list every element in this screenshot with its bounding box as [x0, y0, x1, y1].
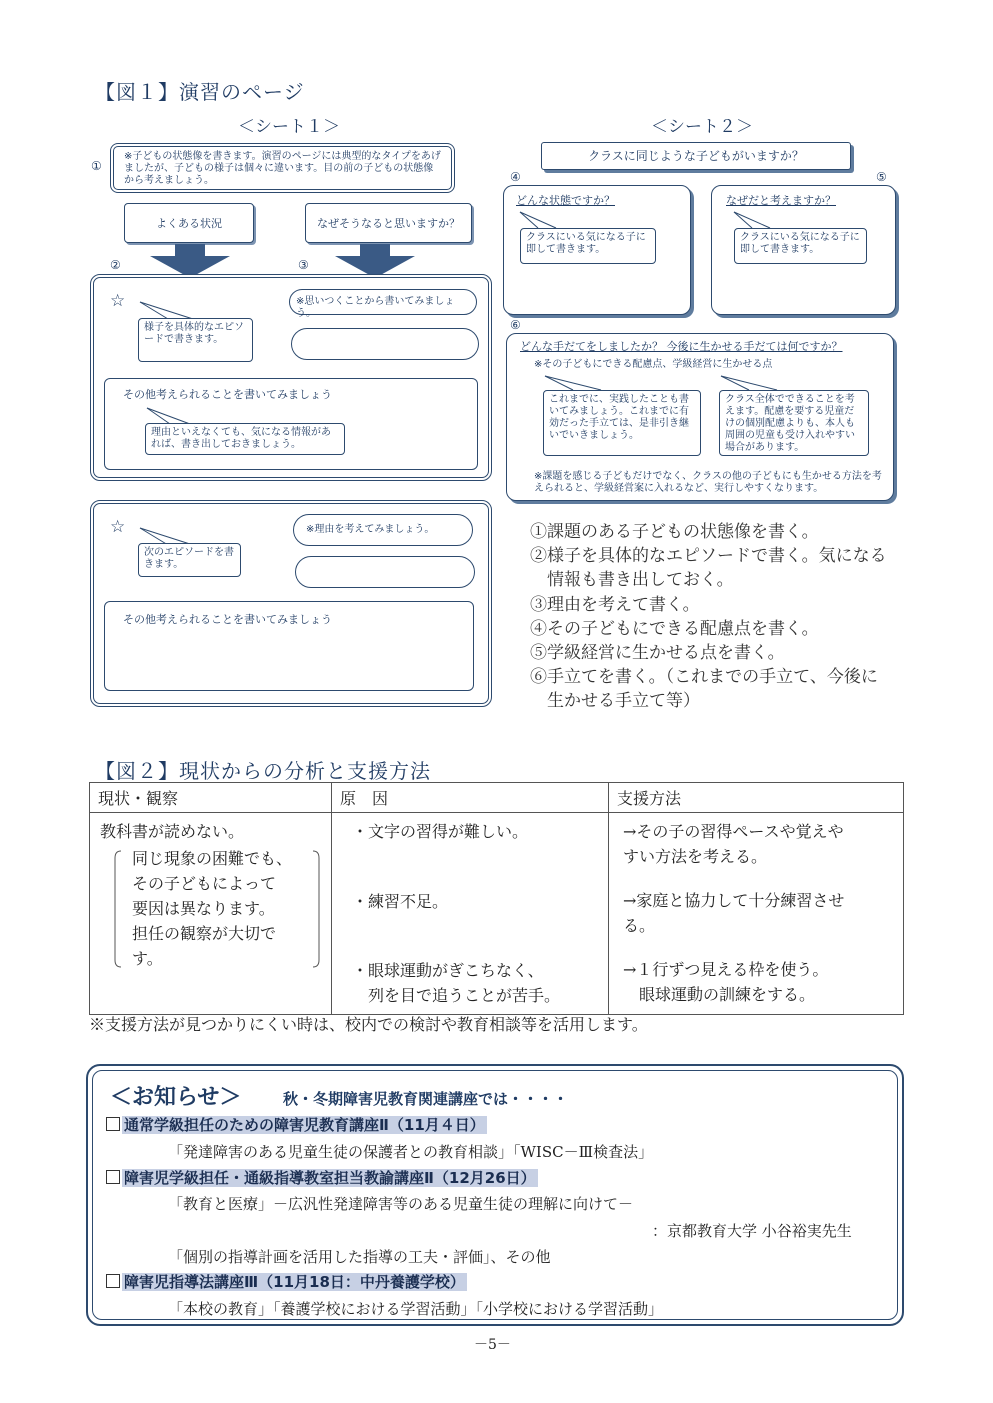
- course-heading-text: 通常学級担任のための障害児教育講座Ⅱ（11月４日）: [124, 1116, 485, 1134]
- support-item: →その子の習得ペースや覚えや: [623, 822, 844, 841]
- header-cause: 原 因: [332, 783, 609, 813]
- course-detail: 「本校の教育」「養護学校における学習活動」「小学校における学習活動」: [168, 1300, 664, 1318]
- other-box-2: [104, 601, 474, 691]
- step-item: ①課題のある子どもの状態像を書く。: [530, 522, 819, 542]
- bracket-left-icon: [114, 850, 122, 968]
- course-heading-3: [106, 1271, 467, 1292]
- course-heading-text: 障害児学級担任・通級指導教室担当教諭講座Ⅱ（12月26日）: [124, 1169, 536, 1187]
- step-number-6: ⑥: [510, 318, 521, 332]
- other-label-2: その他考えられることを書いてみましょう: [123, 613, 332, 626]
- step-number-4: ④: [510, 170, 521, 184]
- speech-tail-icon: [138, 300, 198, 320]
- support-cell: [609, 813, 904, 1015]
- situation-label: よくある状況: [156, 217, 222, 230]
- state-box: [503, 185, 691, 315]
- course-heading-1: [106, 1114, 487, 1135]
- intro-text: ※子どもの状態像を書きます。演習のページには典型的なタイプをあげましたが、子どもの様子は個々に違います。目の前の子どもの状態像から考えましょう。: [124, 151, 441, 186]
- step-number-3: ③: [298, 258, 309, 272]
- step-number-2: ②: [110, 258, 121, 272]
- reason-callout-2: クラスにいる気になる子に即して書きます。: [734, 228, 867, 264]
- course-detail: 「発達障害のある児童生徒の保護者との教育相談」「WISC－Ⅲ検査法」: [168, 1143, 654, 1161]
- course-detail: 「教育と医療」－広汎性発達障害等のある児童生徒の理解に向けて－: [168, 1195, 634, 1213]
- star-icon: ☆: [110, 291, 126, 311]
- course-lecturer: ：京都教育大学 小谷裕実先生: [652, 1222, 852, 1240]
- other-label-1: その他考えられることを書いてみましょう: [123, 388, 332, 401]
- notice-title: ＜お知らせ＞: [110, 1085, 242, 1110]
- down-arrow-icon: [335, 244, 415, 278]
- star-icon: ☆: [110, 517, 126, 537]
- note-line: 同じ現象の困難でも、: [132, 849, 293, 868]
- reason-callout-box: [293, 514, 473, 546]
- fig2-title: 【図２】現状からの分析と支援方法: [95, 759, 431, 783]
- measures-box: [506, 333, 894, 501]
- cause-item: ・文字の習得が難しい。: [352, 822, 529, 841]
- class-question-box: [541, 142, 851, 170]
- speech-tail-icon: [518, 210, 558, 230]
- episode-callout: 様子を具体的なエピソードで書きます。: [138, 318, 253, 362]
- measures-note: ※その子どもにできる配慮点、学級経営に生かせる点: [534, 359, 773, 370]
- observation-main: 教科書が読めない。: [100, 822, 245, 841]
- class-question: クラスに同じような子どもがいますか？: [588, 149, 804, 163]
- measures-callout-class: クラス全体でできることを考えます。配慮を要する児童だけの個別配慮よりも、本人も周囲の児童も受け入れやすい場合があります。: [719, 390, 869, 456]
- sheet2-label: ＜シート２＞: [651, 117, 753, 137]
- note-line: 要因は異なります。: [132, 899, 275, 918]
- fig2-footnote: ※支援方法が見つかりにくい時は、校内での検討や教育相談等を活用します。: [89, 1015, 648, 1034]
- answer-field-1[interactable]: [291, 328, 479, 360]
- header-observation: 現状・観察: [90, 783, 332, 813]
- support-item: 眼球運動の訓練をする。: [623, 985, 816, 1004]
- observation-note: [114, 846, 320, 971]
- step-item: ④その子どもにできる配慮点を書く。: [530, 618, 819, 639]
- step-item: ⑤学級経営に生かせる点を書く。: [530, 643, 785, 664]
- checkbox-icon: [106, 1170, 120, 1184]
- step-item: ③理由を考えて書く。: [530, 594, 700, 615]
- cause-item: 列を目で追うことが苦手。: [352, 986, 561, 1005]
- cause-item: ・練習不足。: [352, 892, 449, 911]
- course-heading-2: [106, 1167, 538, 1188]
- down-arrow-icon: [150, 244, 230, 278]
- measures-question: どんな手だてをしましたか？ 今後に生かせる手だては何ですか？: [520, 340, 843, 353]
- steps-list: [530, 520, 887, 714]
- checkbox-icon: [106, 1274, 120, 1288]
- step-item: 生かせる手立て等）: [530, 691, 700, 712]
- support-item: すい方法を考える。: [623, 847, 768, 866]
- speech-tail-icon: [732, 210, 772, 230]
- support-item: →１行ずつ見える枠を使う。: [623, 960, 829, 979]
- course-heading-text: 障害児指導法講座Ⅲ（11月18日：中丹養護学校）: [124, 1273, 465, 1291]
- state-question: どんな状態ですか？: [516, 194, 615, 207]
- why-label: なぜそうなると思いますか？: [317, 217, 460, 230]
- episode2-callout: 次のエピソードを書きます。: [138, 543, 241, 577]
- checkbox-icon: [106, 1117, 120, 1131]
- step-number-1: ①: [91, 159, 102, 173]
- step-item: ⑥手立てを書く。（これまでの手立て、今後に: [530, 667, 878, 688]
- bracket-right-icon: [312, 850, 320, 968]
- measures-note-2: ※課題を感じる子どもだけでなく、クラスの他の子どもにも生かせる方法を考えられると、学級経営案に入れるなど、実行しやすくなります。: [534, 471, 882, 494]
- think-callout: ※思いつくことから書いてみましょう。: [296, 296, 455, 319]
- reason-question: なぜだと考えますか？: [726, 194, 836, 207]
- cause-cell: [332, 813, 609, 1015]
- fig1-title: 【図１】演習のページ: [95, 80, 305, 104]
- state-callout: クラスにいる気になる子に即して書きます。: [520, 228, 656, 264]
- reason-callout: ※理由を考えてみましょう。: [306, 524, 435, 535]
- other-box-1: [104, 378, 478, 470]
- note-line: その子どもによって: [132, 874, 277, 893]
- step-item: 情報も書き出しておく。: [530, 570, 734, 591]
- header-support: 支援方法: [609, 783, 904, 813]
- answer-field-2[interactable]: [295, 556, 475, 588]
- analysis-table: [89, 782, 904, 1015]
- why-label-box: [305, 203, 472, 243]
- observation-cell: [90, 813, 332, 1015]
- cause-item: ・眼球運動がぎこちなく、: [352, 961, 544, 980]
- support-item: →家庭と協力して十分練習させ: [623, 891, 845, 910]
- other-callout: 理由といえなくても、気になる情報があれば、書き出しておきましょう。: [145, 423, 345, 455]
- course-detail: 「個別の指導計画を活用した指導の工夫・評価」、その他: [168, 1248, 551, 1266]
- page-number: －5－: [474, 1337, 511, 1353]
- sheet1-label: ＜シート１＞: [238, 117, 340, 137]
- note-line: 担任の観察が大切で: [132, 924, 277, 943]
- support-item: る。: [623, 916, 656, 935]
- intro-box: [110, 143, 455, 193]
- situation-label-box: [124, 203, 254, 243]
- note-line: す。: [132, 949, 163, 968]
- step-number-5: ⑤: [876, 170, 887, 184]
- reason-box: [711, 185, 896, 315]
- notice-subtitle: 秋・冬期障害児教育関連講座では・・・・: [283, 1090, 569, 1108]
- measures-callout-past: これまでに、実践したことも書いてみましょう。これまでに有効だった手立ては、是非引き継いでいきましょう。: [543, 390, 701, 456]
- think-callout-box: [289, 289, 477, 319]
- step-item: ②様子を具体的なエピソードで書く。気になる: [530, 546, 887, 567]
